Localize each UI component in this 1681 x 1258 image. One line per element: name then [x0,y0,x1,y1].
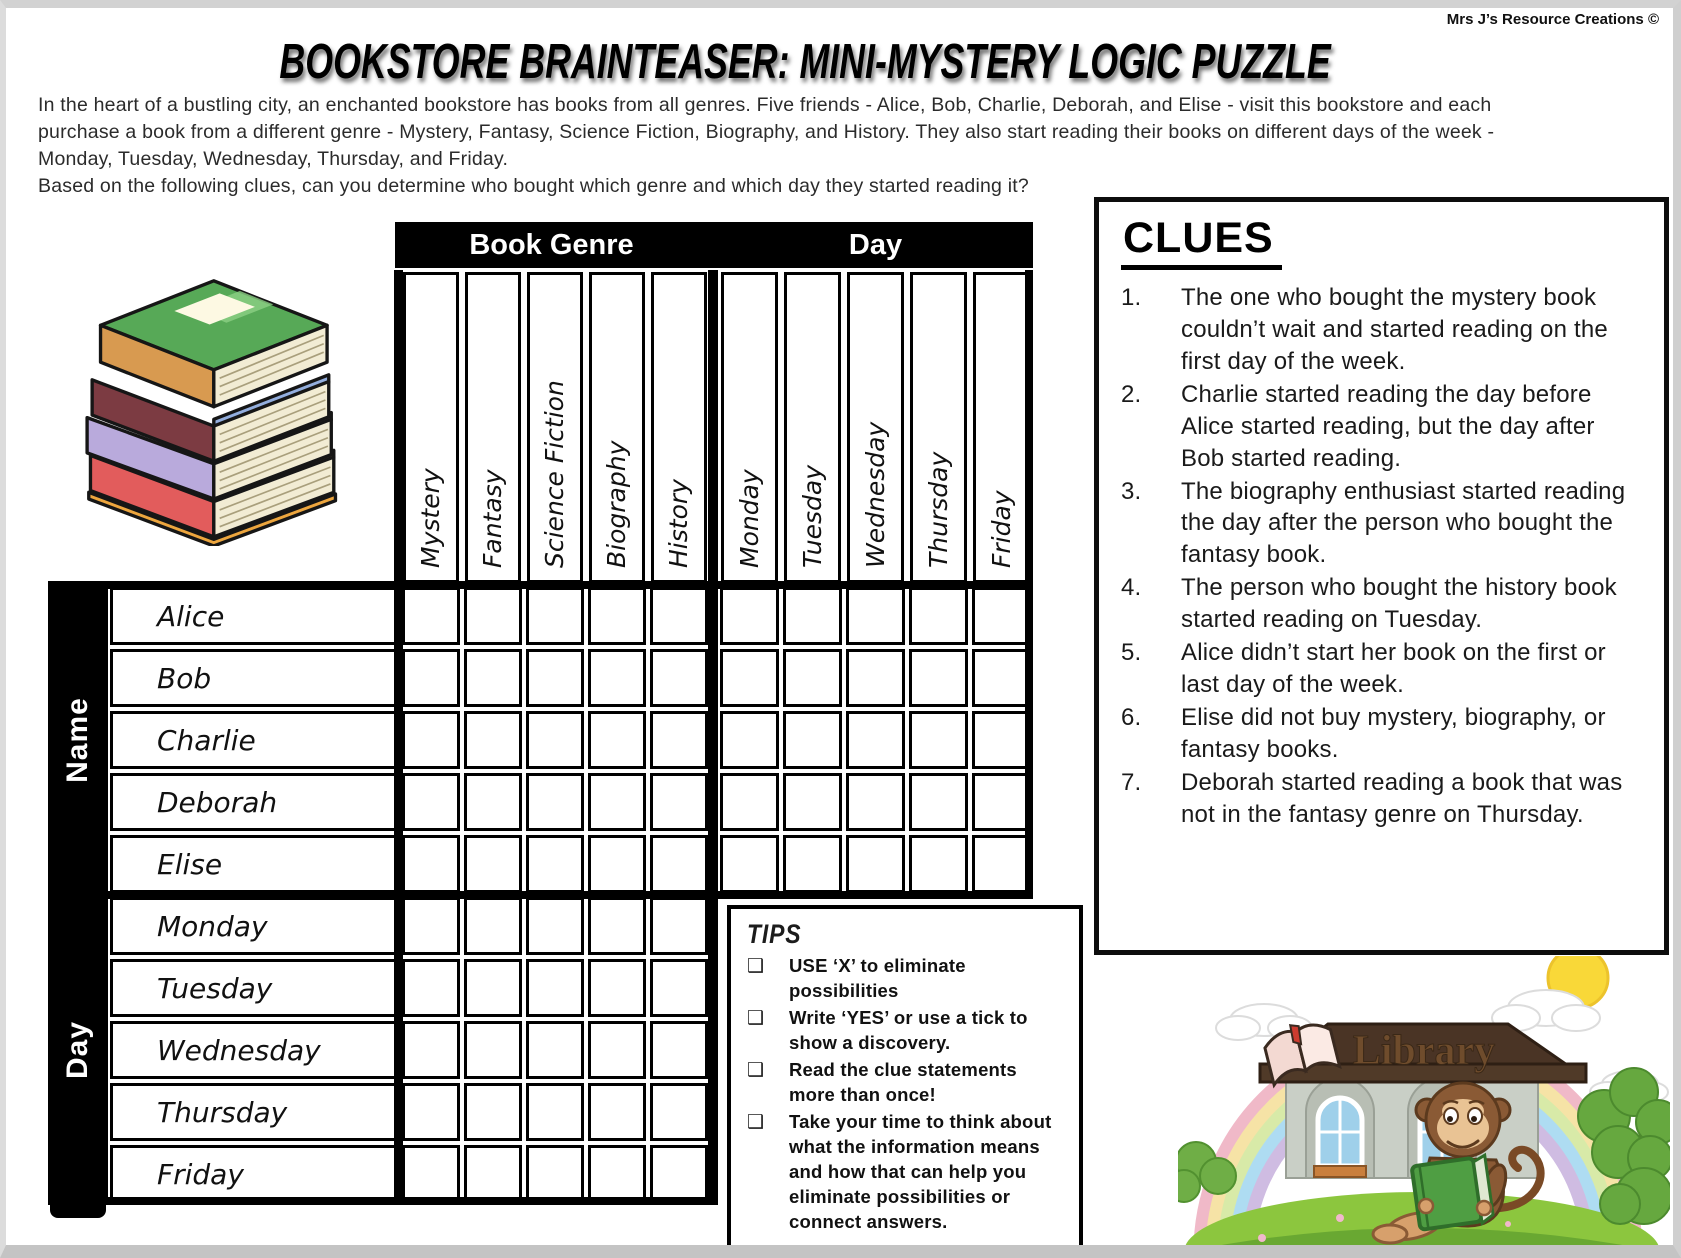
clue-number: 4. [1121,574,1142,602]
column-label-tuesday [784,272,841,583]
column-label-biography [589,272,645,583]
tip-text: Take your time to think about what the information means and how that can help you eliminate possibilities or connect answers. [789,1110,1052,1232]
column-label-text: History [664,479,693,568]
grid-cell[interactable] [650,1021,708,1079]
day-row-label-tuesday: Tuesday [110,959,398,1017]
grid-cell[interactable] [846,587,905,645]
column-label-text: Monday [734,469,764,568]
grid-cell[interactable] [720,649,779,707]
grid-cell[interactable] [402,711,460,769]
clue-text: The one who bought the mystery book couldn’t wait and started reading on the first day of the week. [1181,284,1608,375]
clue-number: 7. [1121,768,1142,796]
checkbox-bullet-icon: ❑ [747,956,765,977]
grid-cell[interactable] [972,711,1031,769]
grid-thick-border-left [394,270,403,1205]
grid-cell[interactable] [650,587,708,645]
tip-text: Read the clue statements more than once! [789,1058,1017,1105]
flower-box-left [1314,1166,1366,1177]
column-label-friday [973,272,1030,583]
monkey-hand-right [1477,1201,1491,1215]
grid-cell[interactable] [464,897,522,955]
day-band [48,895,108,1205]
tips-box [727,905,1083,1250]
grid-cell[interactable] [650,711,708,769]
tip-item-1 [747,954,1067,1004]
grid-cell[interactable] [526,897,584,955]
tip-item-4 [747,1110,1067,1235]
grid-cell[interactable] [464,959,522,1017]
clue-text: The biography enthusiast started reading the day after the person who bought the fantasy book. [1181,477,1626,569]
clue-text: Elise did not buy mystery, biography, or fantasy books. [1181,703,1606,763]
grid-cell[interactable] [464,711,522,769]
checkbox-bullet-icon: ❑ [747,1059,765,1081]
intro-block [38,92,1550,200]
checkbox-bullet-icon: ❑ [747,1111,765,1133]
clues-box [1094,197,1669,955]
grid-cell[interactable] [588,1083,646,1141]
column-label-text: Science Fiction [540,380,569,568]
grid-cell[interactable] [720,711,779,769]
title-area [0,34,1611,90]
clue-item-4 [1121,572,1644,636]
grid-cell[interactable] [650,1145,708,1203]
column-label-history [651,272,707,583]
column-label-text: Biography [602,440,631,568]
monkey-foot [1373,1225,1407,1243]
grid-cell[interactable] [402,587,460,645]
grid-cell[interactable] [720,773,779,831]
grid-cell[interactable] [909,773,968,831]
grid-cell[interactable] [972,773,1031,831]
grid-thick-border-bottom [48,1197,718,1205]
page-title: BOOKSTORE BRAINTEASER: MINI-MYSTERY LOGIC PUZZLE [279,35,1332,89]
grid-cell[interactable] [588,1021,646,1079]
grid-cell[interactable] [650,835,708,893]
grid-cell[interactable] [526,587,584,645]
grid-cell[interactable] [650,897,708,955]
grid-cell[interactable] [783,711,842,769]
grid-cell[interactable] [526,1021,584,1079]
day-band-label: Day [60,1020,94,1080]
column-label-text: Thursday [923,451,953,568]
clue-text: Deborah started reading a book that was not in the fantasy genre on Thursday. [1181,768,1623,828]
grid-cell[interactable] [402,1083,460,1141]
clue-number: 6. [1121,703,1142,731]
grid-cell[interactable] [588,1145,646,1203]
grid-cell[interactable] [402,1145,460,1203]
grid-cell[interactable] [972,587,1031,645]
clue-text: The person who bought the history book started reading on Tuesday. [1181,574,1617,634]
grid-cell[interactable] [526,711,584,769]
column-label-text: Mystery [416,468,445,568]
clue-number: 1. [1121,284,1142,312]
checkbox-bullet-icon: ❑ [747,1007,765,1029]
grid-cell[interactable] [464,1083,522,1141]
grid-cell[interactable] [972,835,1031,893]
tip-text: Write ‘YES’ or use a tick to show a discovery. [789,1006,1028,1053]
column-label-science-fiction [527,272,583,583]
grid-cell[interactable] [588,959,646,1017]
grid-group-header-bar [395,222,1033,268]
tips-heading: TIPS [747,919,802,949]
clues-heading: CLUES [1121,216,1282,270]
grid-cell[interactable] [783,835,842,893]
day-row-label-friday: Friday [110,1145,398,1203]
grid-cell[interactable] [588,649,646,707]
grid-cell[interactable] [650,959,708,1017]
grid-cell[interactable] [588,587,646,645]
grid-cell[interactable] [464,587,522,645]
clue-number: 3. [1121,477,1142,505]
grid-cell[interactable] [402,897,460,955]
name-band [48,585,108,895]
tip-item-2 [747,1006,1067,1056]
clue-number: 2. [1121,380,1142,408]
genre-group-header: Book Genre [469,228,634,261]
grid-cell[interactable] [650,1083,708,1141]
clue-item-1 [1121,282,1644,378]
grid-cell[interactable] [526,649,584,707]
clue-number: 5. [1121,639,1142,667]
intro-question: Based on the following clues, can you determine who bought which genre and which day they started reading it? [38,174,1029,197]
grid-cell[interactable] [402,835,460,893]
clue-text: Charlie started reading the day before Alice started reading, but the day after Bob started reading. [1181,380,1595,472]
grid-cell[interactable] [402,773,460,831]
name-row-label-elise: Elise [110,835,398,893]
grid-cell[interactable] [720,835,779,893]
grid-cell[interactable] [846,835,905,893]
grid-cell[interactable] [972,649,1031,707]
grid-cell[interactable] [650,773,708,831]
day-row-label-thursday: Thursday [110,1083,398,1141]
monkey-hand-left [1419,1199,1433,1213]
grid-cell[interactable] [783,649,842,707]
grid-cell[interactable] [402,959,460,1017]
grid-thick-border-middle [708,270,718,1205]
column-label-text: Friday [986,490,1016,568]
grid-cell[interactable] [464,649,522,707]
grid-cell[interactable] [588,773,646,831]
grid-cell[interactable] [909,711,968,769]
clue-item-7 [1121,767,1644,831]
grid-cell[interactable] [402,649,460,707]
grid-cell[interactable] [464,773,522,831]
library-sign-text: Library [1352,1028,1496,1074]
column-label-thursday [910,272,967,583]
grid-thick-border-top [48,581,1033,589]
grid-cell[interactable] [909,587,968,645]
grid-cell[interactable] [846,711,905,769]
clue-item-2 [1121,379,1644,475]
clue-item-6 [1121,702,1644,766]
tip-item-3 [747,1058,1067,1108]
column-label-fantasy [465,272,521,583]
grid-cell[interactable] [588,897,646,955]
day-row-label-monday: Monday [110,897,398,955]
clue-item-5 [1121,637,1644,701]
library-illustration [1178,956,1670,1252]
column-label-mystery [403,272,459,583]
name-row-label-alice: Alice [110,587,398,645]
tip-text: USE ‘X’ to eliminate possibilities [789,955,966,1001]
library-svg [1178,956,1670,1252]
name-band-label: Name [61,697,94,783]
day-row-label-wednesday: Wednesday [110,1021,398,1079]
grid-cell[interactable] [526,959,584,1017]
grid-cell[interactable] [783,773,842,831]
grid-cell[interactable] [526,1145,584,1203]
clue-text: Alice didn’t start her book on the first or last day of the week. [1181,639,1606,699]
green-book [1411,1155,1494,1232]
grid-thick-border-mid-horizontal [48,891,1033,899]
grid-cell[interactable] [464,835,522,893]
attribution-text: Mrs J’s Resource Creations © [1446,11,1659,28]
grid-cell[interactable] [909,835,968,893]
grid-cell[interactable] [464,1145,522,1203]
day-band-end-notch [50,1205,106,1218]
column-label-text: Fantasy [478,469,507,568]
column-label-text: Wednesday [860,421,890,568]
grid-cell[interactable] [588,711,646,769]
grid-cell[interactable] [526,773,584,831]
grid-cell[interactable] [650,649,708,707]
intro-paragraph: In the heart of a bustling city, an enchanted bookstore has books from all genres. Five friends - Alice, Bob, Charlie, Deborah, and Elise - visit this bookstore and each purchase a book from a different genre - Mystery, Fantasy, Science Fiction, Biography, and History. They also start reading their books on different days of the week - Monday, Tuesday, Wednesday, Thursday, and Friday. [38,94,1495,170]
column-label-wednesday [847,272,904,583]
grid-cell[interactable] [402,1021,460,1079]
grid-cell[interactable] [783,587,842,645]
grid-cell[interactable] [720,587,779,645]
day-group-header: Day [848,228,903,261]
name-row-label-charlie: Charlie [110,711,398,769]
grid-cell[interactable] [846,773,905,831]
grid-cell[interactable] [588,835,646,893]
grid-cell[interactable] [846,649,905,707]
name-row-label-bob: Bob [110,649,398,707]
grid-cell[interactable] [526,1083,584,1141]
grid-cell[interactable] [909,649,968,707]
clue-item-3 [1121,476,1644,572]
grid-cell[interactable] [526,835,584,893]
column-label-text: Tuesday [797,465,827,568]
column-label-monday [721,272,778,583]
name-row-label-deborah: Deborah [110,773,398,831]
grid-cell[interactable] [464,1021,522,1079]
